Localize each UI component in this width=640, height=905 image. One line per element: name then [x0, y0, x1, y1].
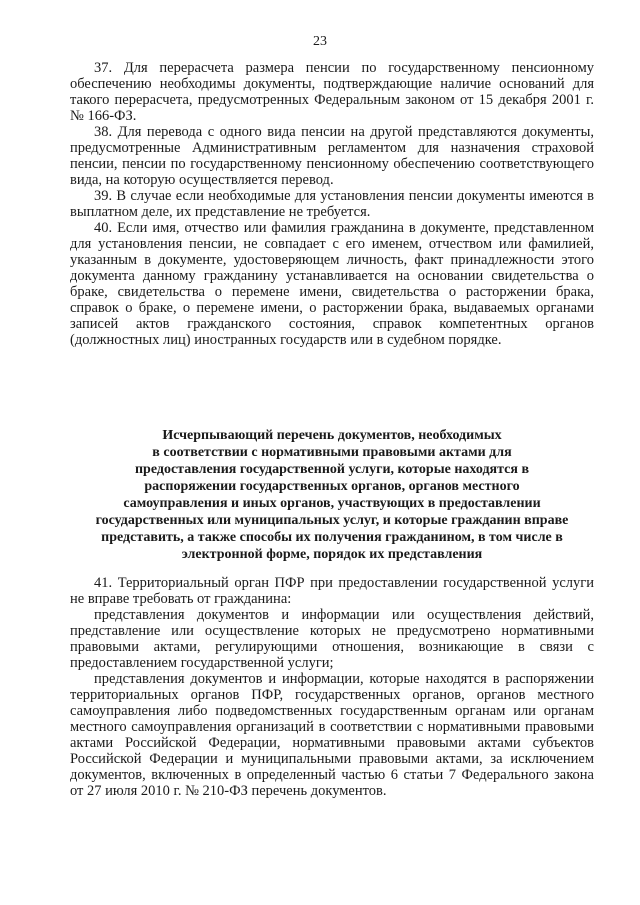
paragraph-37: 37. Для перерасчета размера пенсии по государственному пенсионному обеспечению необходимы документы, подтверждающие наличие оснований для такого перерасчета, предусмотренных Федеральным законом от 15 декабря 2001 г. № 166-ФЗ. — [70, 60, 594, 124]
paragraphs-bottom — [70, 575, 594, 799]
page-number: 23 — [313, 34, 327, 49]
section-heading — [70, 427, 594, 563]
heading-line: государственных или муниципальных услуг, и которые гражданин вправе — [95, 513, 569, 528]
paragraph-39: 39. В случае если необходимые для установления пенсии документы имеются в выплатном деле, их представление не требуется. — [70, 188, 594, 220]
heading-line: представить, а также способы их получения гражданином, в том числе в — [101, 530, 563, 545]
paragraph-40: 40. Если имя, отчество или фамилия гражданина в документе, представленном для установления пенсии, не совпадает с его именем, отчеством или фамилией, указанным в документе, удостоверяющем личность, факт принадлежности этого документа данному гражданину устанавливается на основании свидетельства о браке, свидетельства о перемене имени, свидетельства о расторжении брака, справок о браке, о перемене имени, о расторжении брака, выдаваемых органами записей актов гражданского состояния, справок компетентных органов (должностных лиц) иностранных государств или в судебном порядке. — [70, 220, 594, 348]
paragraph-41-item-2: представления документов и информации, которые находятся в распоряжении территориальных органов ПФР, государственных органов, органов местного самоуправления либо подведомственных государственным органам или органам местного самоуправления организаций в соответствии с нормативными правовыми актами Российской Федерации, нормативными правовыми актами субъектов Российской Федерации и муниципальными правовыми актами, за исключением документов, включенных в определенный частью 6 статьи 7 Федерального закона от 27 июля 2010 г. № 210-ФЗ перечень документов. — [70, 671, 594, 799]
heading-line: электронной форме, порядок их представления — [181, 547, 483, 562]
heading-line: предоставления государственной услуги, которые находятся в — [134, 462, 530, 477]
heading-line: самоуправления и иных органов, участвующих в предоставлении — [123, 496, 541, 511]
heading-line: Исчерпывающий перечень документов, необходимых — [162, 428, 502, 443]
paragraph-41: 41. Территориальный орган ПФР при предоставлении государственной услуги не вправе требовать от гражданина: — [70, 575, 594, 607]
paragraph-41-item-1: представления документов и информации или осуществления действий, представление или осуществление которых не предусмотрено нормативными правовыми актами, регулирующими отношения, возникающие в связи с предоставлением государственной услуги; — [70, 607, 594, 671]
paragraphs-top — [70, 60, 594, 348]
paragraph-38: 38. Для перевода с одного вида пенсии на другой представляются документы, предусмотренные Административным регламентом для назначения страховой пенсии, пенсии по государственному пенсионному обеспечению соответствующего вида, на которую осуществляется перевод. — [70, 124, 594, 188]
heading-line: распоряжении государственных органов, органов местного — [144, 479, 520, 494]
heading-line: в соответствии с нормативными правовыми актами для — [152, 445, 512, 460]
